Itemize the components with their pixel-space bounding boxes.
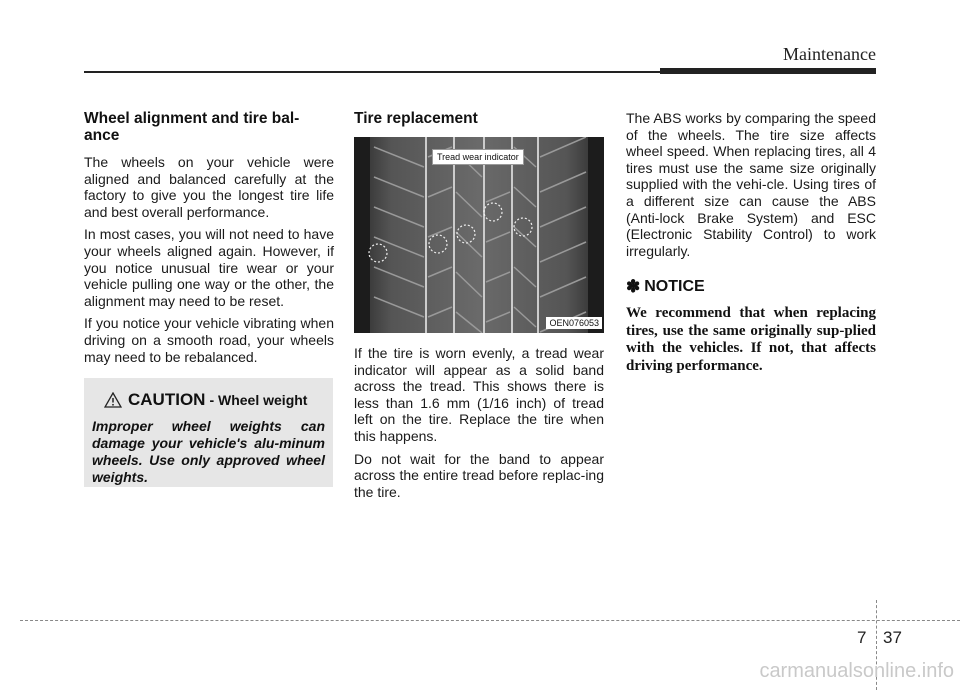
tire-replacement-paragraph: If the tire is worn evenly, a tread wear indicator will appear as a solid band across the tread. This shows there is less than 1.6 mm (1/16 inch) of tread left on the tire. Replace the tire when this happens. (354, 345, 604, 444)
warning-triangle-icon (104, 392, 122, 408)
caution-subtitle: - Wheel weight (209, 392, 308, 408)
page-number: 37 (883, 628, 902, 647)
caution-title: CAUTION (128, 390, 206, 409)
footer-rule (20, 620, 960, 621)
column-abs-notice (626, 110, 876, 375)
wheel-alignment-paragraph: In most cases, you will not need to have your wheels aligned again. However, if you notice unusual tire wear or your vehicle pulling one way or the other, the alignment may need to be reset. (84, 226, 334, 309)
notice-asterisk-icon: ✽ (626, 277, 641, 297)
watermark: carmanualsonline.info (759, 660, 954, 682)
notice-body: We recommend that when replacing tires, use the same originally sup-plied with the vehicles. If not, that affects driving performance. (626, 305, 876, 374)
tire-tread-figure (354, 137, 604, 333)
tread-wear-indicator-label: Tread wear indicator (432, 149, 524, 165)
notice-title: NOTICE (644, 278, 705, 296)
caution-header (104, 390, 307, 410)
wheel-alignment-paragraph: The wheels on your vehicle were aligned and balanced carefully at the factory to give you the longest tire life and best overall performance. (84, 154, 334, 220)
notice-header (626, 277, 876, 297)
header-section-title: Maintenance (783, 44, 876, 64)
abs-paragraph: The ABS works by comparing the speed of the wheels. The tire size affects wheel speed. When replacing tires, all 4 tires must use the same size originally supplied with the vehi-cle. Using tires of a different size can cause the ABS (Anti-lock Brake System) and ESC (Electronic Stability Control) to work irregularly. (626, 110, 876, 259)
header-rule-accent (660, 68, 876, 74)
tire-replacement-heading: Tire replacement (354, 110, 478, 127)
page-section-number: 7 (857, 628, 867, 647)
caution-box (84, 378, 333, 487)
wheel-alignment-paragraph: If you notice your vehicle vibrating when driving on a smooth road, your wheels may need to be rebalanced. (84, 315, 334, 365)
header-rule (84, 71, 660, 73)
tire-tread-image (354, 137, 604, 333)
tire-replacement-paragraph: Do not wait for the band to appear across the entire tread before replac-ing the tire. (354, 450, 604, 500)
figure-code: OEN076053 (546, 317, 602, 329)
wheel-alignment-heading: Wheel alignment and tire bal- ance (84, 110, 300, 144)
column-tire-replacement (354, 110, 604, 506)
column-wheel-alignment (84, 110, 334, 371)
caution-body: Improper wheel weights can damage your vehicle's alu-minum wheels. Use only approved wheel weights. (92, 418, 325, 485)
